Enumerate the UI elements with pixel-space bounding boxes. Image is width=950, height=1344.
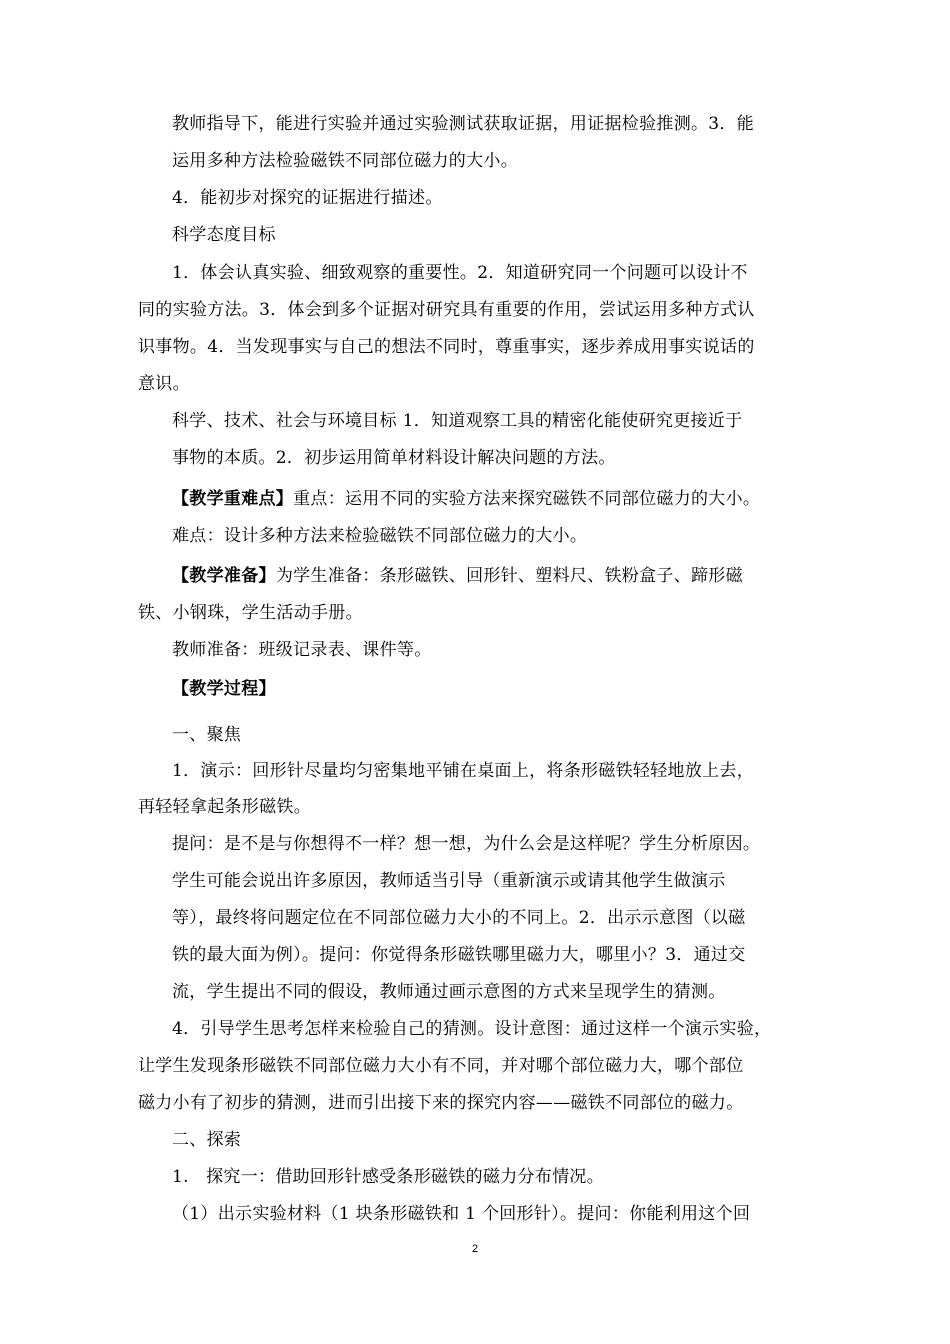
text-line: 再轻轻拿起条形磁铁。 [138, 797, 311, 817]
section-heading-explore: 二、探索 [172, 1130, 242, 1150]
text-line: 等），最终将问题定位在不同部位磁力大小的不同上。2．出示示意图（以磁 [172, 908, 746, 928]
difficulty-line: 难点：设计多种方法来检验磁铁不同部位磁力的大小。 [172, 526, 588, 546]
text-line: 磁力小有了初步的猜测，进而引出接下来的探究内容——磁铁不同部位的磁力。 [138, 1093, 744, 1113]
text-line: 流，学生提出不同的假设，教师通过画示意图的方式来呈现学生的猜测。 [172, 982, 726, 1002]
text-line: 识事物。4．当发现事实与自己的想法不同时，尊重事实，逐步养成用事实说话的 [138, 337, 755, 357]
text-line: 意识。 [138, 374, 190, 394]
text-line: 4．引导学生思考怎样来检验自己的猜测。设计意图：通过这样一个演示实验， [172, 1019, 772, 1039]
text-line: 1．体会认真实验、细致观察的重要性。2．知道研究同一个问题可以设计不 [172, 263, 748, 283]
text-line: 学生可能会说出许多原因，教师适当引导（重新演示或请其他学生做演示 [172, 871, 726, 891]
text-line: 同的实验方法。3．体会到多个证据对研究具有重要的作用，尝试运用多种方式认 [138, 300, 755, 320]
preparation-text: 为学生准备：条形磁铁、回形针、塑料尺、铁粉盒子、蹄形磁 [275, 566, 743, 586]
section-subtitle: 科学态度目标 [172, 225, 276, 245]
text-line: 铁的最大面为例）。提问：你觉得条形磁铁哪里磁力大，哪里小？3．通过交 [172, 945, 746, 965]
text-line: 事物的本质。2．初步运用简单材料设计解决问题的方法。 [172, 448, 616, 468]
text-line: 让学生发现条形磁铁不同部位磁力大小有不同，并对哪个部位磁力大，哪个部位 [138, 1056, 744, 1076]
text-line: 运用多种方法检验磁铁不同部位磁力的大小。 [172, 151, 518, 171]
preparation-line [172, 564, 743, 588]
preparation-heading: 【教学准备】 [172, 566, 276, 586]
text-line: 1．演示：回形针尽量均匀密集地平铺在桌面上，将条形磁铁轻轻地放上去， [172, 761, 755, 781]
key-points-heading: 【教学重难点】 [172, 489, 294, 509]
key-points-text: 重点：运用不同的实验方法来探究磁铁不同部位磁力的大小。 [293, 489, 761, 509]
key-points-line [172, 487, 760, 511]
teacher-preparation-line: 教师准备：班级记录表、课件等。 [172, 640, 432, 660]
section-heading-focus: 一、聚焦 [172, 725, 242, 745]
text-line: 4．能初步对探究的证据进行描述。 [172, 188, 443, 208]
text-line: 1. 探究一：借助回形针感受条形磁铁的磁力分布情况。 [172, 1167, 605, 1187]
text-line: 教师指导下，能进行实验并通过实验测试获取证据，用证据检验推测。3．能 [172, 114, 755, 134]
text-line: 提问：是不是与你想得不一样？想一想，为什么会是这样呢？学生分析原因。 [172, 834, 761, 854]
text-line: （1）出示实验材料（1 块条形磁铁和 1 个回形针）。提问：你能利用这个回 [172, 1204, 751, 1224]
preparation-line-2: 铁、小钢珠，学生活动手册。 [138, 603, 363, 623]
page-number: 2 [471, 1243, 479, 1255]
text-line: 科学、技术、社会与环境目标 1．知道观察工具的精密化能使研究更接近于 [172, 411, 743, 431]
process-heading: 【教学过程】 [172, 679, 276, 699]
